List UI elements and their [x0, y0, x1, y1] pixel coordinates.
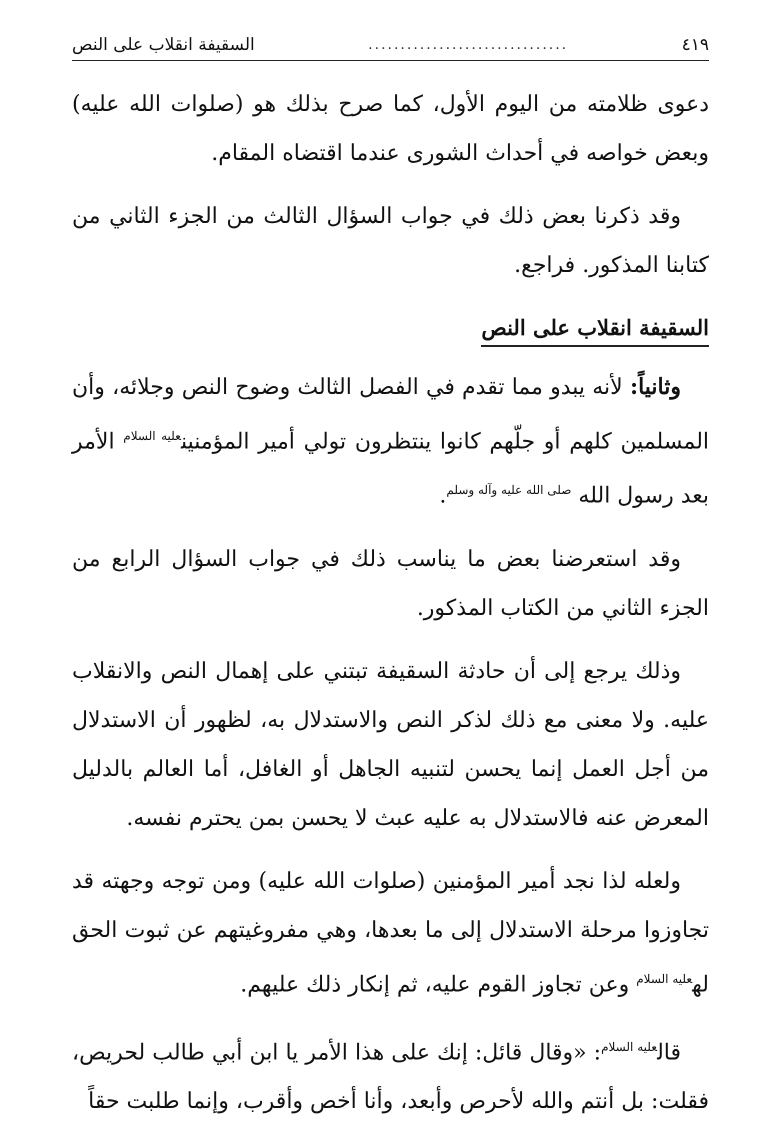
paragraph-3-text-b: الأمر بعد رسول الله — [72, 429, 709, 509]
paragraph-6-text-a: ولعله لذا نجد أمير المؤمنين (صلوات الله عليه) ومن توجه وجهته قد تجاوزوا مرحلة الاستدلال إلى ما بعدها، وهي مفروغيتهم عن ثبوت الحق له — [72, 868, 709, 997]
honorific-glyph: عليه السلام — [636, 971, 693, 986]
paragraph-2: وقد ذكرنا بعض ذلك في جواب السؤال الثالث من الجزء الثاني من كتابنا المذكور. فراجع. — [72, 204, 709, 278]
page-body — [72, 80, 709, 1140]
paragraph-5: وذلك يرجع إلى أن حادثة السقيفة تبتني على إهمال النص والانقلاب عليه. ولا معنى مع ذلك لذكر النص والاستدلال به، لظهور أن الاستدلال من أجل العمل إنما يحسن لتنبيه الجاهل أو الغافل، أما العالم بالدليل المعرض عنه فالاستدلال به عليه عبث لا يحسن بمن يحترم نفسه. — [72, 658, 709, 831]
paragraph-3-lead: وثانياً: — [629, 374, 681, 400]
section-heading: السقيفة انقلاب على النص — [481, 311, 709, 347]
paragraph-3 — [72, 363, 709, 521]
page-number: ٤١٩ — [681, 35, 709, 55]
honorific-glyph: عليه السلام — [601, 1039, 658, 1054]
paragraph-7 — [72, 1023, 709, 1126]
paragraph-1: دعوى ظلامته من اليوم الأول، كما صرح بذلك هو (صلوات الله عليه) وبعض خواصه في أحداث الشورى عندما اقتضاه المقام. — [72, 92, 709, 166]
paragraph-6-text-b: وعن تجاوز القوم عليه، ثم إنكار ذلك عليهم. — [240, 971, 637, 997]
running-title: السقيفة انقلاب على النص — [72, 35, 255, 55]
paragraph-7-text-b: : «وقال قائل: إنك على هذا الأمر يا ابن أبي طالب لحريص، فقلت: بل أنتم والله لأحرص وأبعد، وأنا أخص وأقرب، وإنما طلبت حقاً — [72, 1040, 709, 1115]
paragraph-3-text-c: . — [439, 483, 447, 509]
running-header — [72, 30, 709, 61]
honorific-glyph: عليه السلام — [123, 429, 181, 443]
paragraph-3-text-a: لأنه يبدو مما تقدم في الفصل الثالث وضوح النص وجلائه، وأن المسلمين كلهم أو جلّهم كانوا ينتظرون تولي أمير المؤمنين — [72, 375, 710, 455]
paragraph-6 — [72, 857, 709, 1009]
honorific-glyph: صلى الله عليه وآله وسلم — [446, 483, 572, 498]
header-leader-dots: ............................... — [368, 37, 569, 53]
paragraph-4: وقد استعرضنا بعض ما يناسب ذلك في جواب السؤال الرابع من الجزء الثاني من الكتاب المذكور. — [72, 546, 709, 621]
paragraph-7-text-a: قال — [657, 1040, 681, 1066]
section-heading-wrap — [72, 304, 709, 363]
